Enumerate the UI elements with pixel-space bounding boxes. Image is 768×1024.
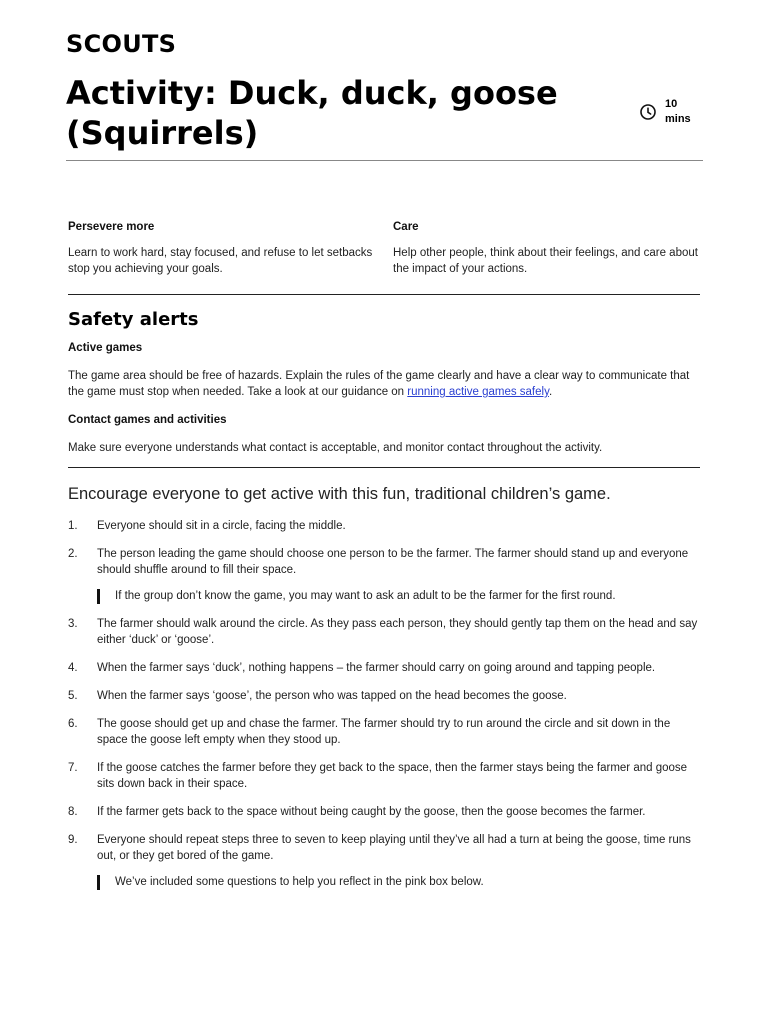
step-text: If the goose catches the farmer before they get back to the space, then the farmer stays being the farmer and goose sits down back in their space.	[97, 762, 688, 790]
step-number: 8.	[68, 806, 78, 818]
list-item	[68, 760, 708, 792]
page-title: Activity: Duck, duck, goose (Squirrels)	[66, 74, 558, 152]
step-number: 2.	[68, 548, 78, 560]
step-number: 5.	[68, 690, 78, 702]
header-divider	[66, 160, 703, 161]
safety-heading: Safety alerts	[68, 309, 199, 330]
running-active-games-safely-link[interactable]: running active games safely	[407, 386, 549, 398]
duration-value: 10	[665, 98, 678, 110]
values-section	[68, 219, 700, 277]
active-games-title: Active games	[68, 342, 143, 354]
step-number: 4.	[68, 662, 78, 674]
clock-icon	[640, 104, 656, 120]
active-games-body: The game area should be free of hazards. Explain the rules of the game clearly and have a clear way to communicate that the game must stop when needed. Take a look at our guidance on	[68, 370, 690, 398]
step-text: The goose should get up and chase the farmer. The farmer should try to run around the circle and sit down in the space the goose left empty when they stood up.	[97, 718, 671, 746]
value-description: Help other people, think about their feelings, and care about the impact of your actions.	[393, 247, 698, 275]
step-number: 1.	[68, 520, 78, 532]
value-title: Persevere more	[68, 221, 155, 233]
tip-note	[97, 874, 708, 890]
list-item	[68, 832, 708, 864]
list-item	[68, 804, 708, 820]
list-item	[68, 688, 708, 704]
value-care	[384, 219, 700, 277]
value-persevere	[68, 219, 384, 277]
note-bar	[97, 875, 100, 890]
safety-divider	[68, 467, 700, 468]
duration	[640, 97, 691, 127]
active-games-period: .	[548, 386, 553, 398]
step-number: 6.	[68, 718, 78, 730]
steps-list	[68, 518, 708, 902]
step-text: If the farmer gets back to the space without being caught by the goose, then the goose becomes the farmer.	[97, 806, 646, 818]
step-number: 9.	[68, 834, 78, 846]
duration-unit: mins	[665, 113, 691, 125]
value-title: Care	[393, 221, 419, 233]
note-text: If the group don’t know the game, you may want to ask an adult to be the farmer for the first round.	[115, 590, 616, 602]
contact-games-title: Contact games and activities	[68, 414, 227, 426]
step-number: 7.	[68, 762, 78, 774]
list-item	[68, 616, 708, 648]
value-description: Learn to work hard, stay focused, and refuse to let setbacks stop you achieving your goals.	[68, 247, 373, 275]
list-item	[68, 660, 708, 676]
duration-text	[665, 97, 691, 127]
step-text: When the farmer says ‘goose’, the person who was tapped on the head becomes the goose.	[97, 690, 567, 702]
step-text: The farmer should walk around the circle. As they pass each person, they should gently tap them on the head and say either ‘duck’ or ‘goose’.	[97, 618, 698, 646]
safety-alerts	[68, 308, 700, 468]
active-games-text	[68, 368, 700, 400]
scouts-logo: SCOUTS	[66, 30, 177, 58]
step-text: Everyone should repeat steps three to seven to keep playing until they’ve all had a turn at being the goose, time runs out, or they get bored of the game.	[97, 834, 691, 862]
list-item	[68, 546, 708, 578]
step-text: When the farmer says ‘duck’, nothing happens – the farmer should carry on going around and tapping people.	[97, 662, 656, 674]
list-item	[68, 716, 708, 748]
list-item	[68, 518, 708, 534]
contact-games-text: Make sure everyone understands what contact is acceptable, and monitor contact throughout the activity.	[68, 442, 603, 454]
values-divider	[68, 294, 700, 295]
step-number: 3.	[68, 618, 78, 630]
note-bar	[97, 589, 100, 604]
intro-text: Encourage everyone to get active with this fun, traditional children’s game.	[68, 485, 611, 503]
step-text: The person leading the game should choose one person to be the farmer. The farmer should stand up and everyone should shuffle around to fill their space.	[97, 548, 689, 576]
tip-note	[97, 588, 708, 604]
step-text: Everyone should sit in a circle, facing the middle.	[97, 520, 346, 532]
note-text: We’ve included some questions to help you reflect in the pink box below.	[115, 876, 484, 888]
